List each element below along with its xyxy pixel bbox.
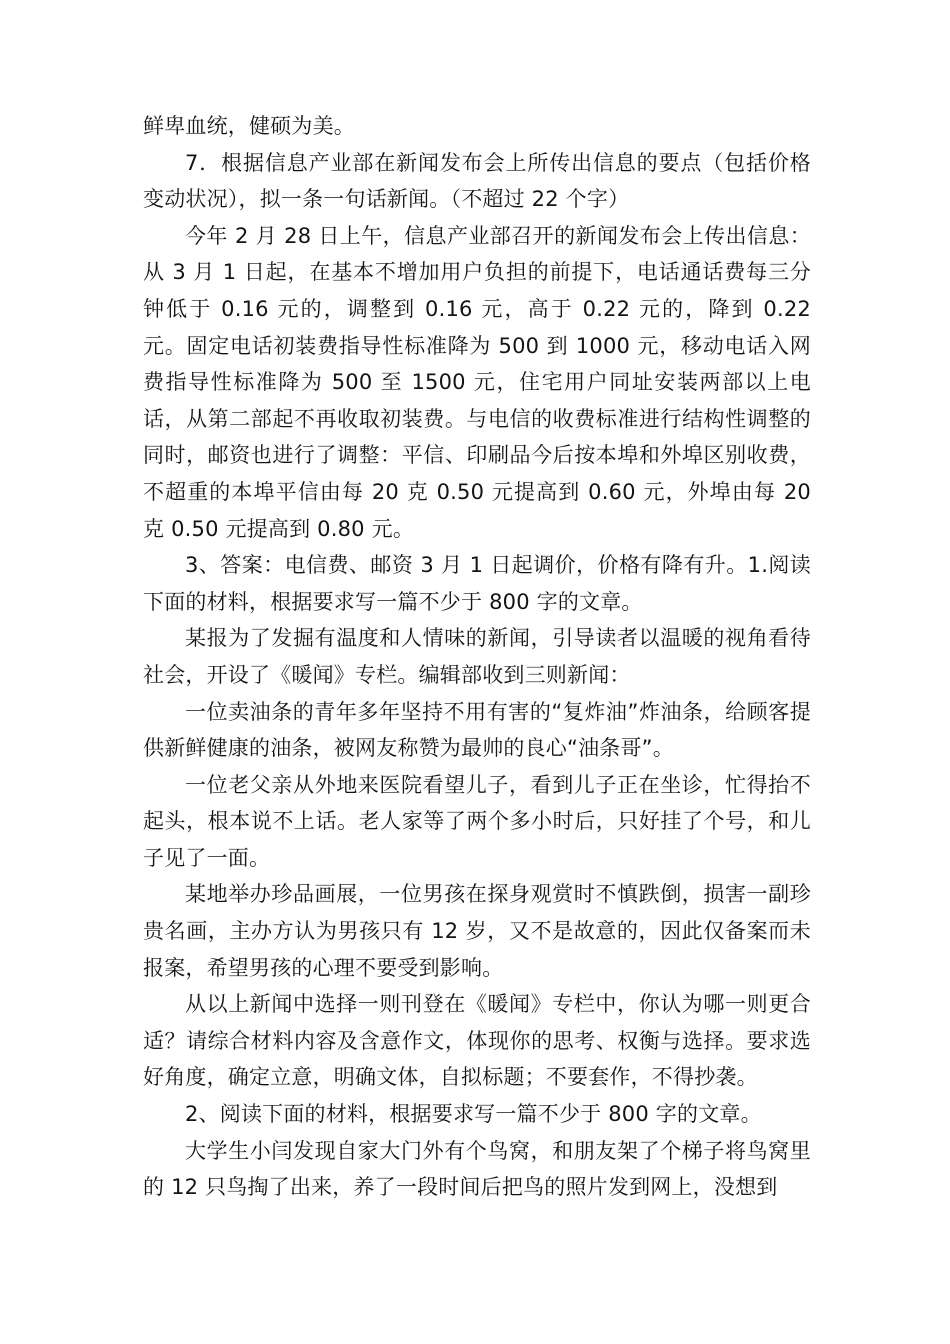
- paragraph-bird-nest-material: 大学生小闫发现自家大门外有个鸟窝，和朋友架了个梯子将鸟窝里的 12 只鸟掏了出来，养了一段时间后把鸟的照片发到网上，没想到: [143, 1138, 811, 1200]
- paragraph-question-7: 7．根据信息产业部在新闻发布会上所传出信息的要点（包括价格变动状况），拟一条一句话新闻。（不超过 22 个字）: [143, 150, 811, 212]
- paragraph-continuation: 鲜卑血统，健硕为美。: [143, 114, 355, 138]
- paragraph-column-intro: 某报为了发掘有温度和人情味的新闻，引导读者以温暖的视角看待社会，开设了《暖闻》专栏。编辑部收到三则新闻：: [143, 626, 811, 687]
- paragraph-essay-prompt: 从以上新闻中选择一则刊登在《暖闻》专栏中，你认为哪一则更合适？请综合材料内容及含意作文，体现你的思考、权衡与选择。要求选好角度，确定立意，明确文体，自拟标题；不要套作，不得抄袭。: [143, 992, 811, 1090]
- document-body: [143, 108, 811, 1206]
- paragraph-news-1: 一位卖油条的青年多年坚持不用有害的“复炸油”炸油条，给顾客提供新鲜健康的油条，被网友称赞为最帅的良心“油条哥”。: [143, 699, 811, 761]
- paragraph-news-3: 某地举办珍品画展，一位男孩在探身观赏时不慎跌倒，损害一副珍贵名画，主办方认为男孩只有 12 岁，又不是故意的，因此仅备案而未报案，希望男孩的心理不要受到影响。: [143, 882, 811, 980]
- paragraph-news-2: 一位老父亲从外地来医院看望儿子，看到儿子正在坐诊，忙得抬不起头，根本说不上话。老人家等了两个多小时后，只好挂了个号，和儿子见了一面。: [143, 772, 811, 870]
- paragraph-news-material: 今年 2 月 28 日上午，信息产业部召开的新闻发布会上传出信息：从 3 月 1 日起，在基本不增加用户负担的前提下，电话通话费每三分钟低于 0.16 元的，调整到 0.16 元，高于 0.22 元的，降到 0.22 元。固定电话初装费指导性标准降为 500 到 1000 元，移动电话入网费指导性标准降为 500 至 1500 元，住宅用户同址安装两部以上电话，从第二部起不再收取初装费。与电信的收费标准进行结构性调整的同时，邮资也进行了调整：平信、印刷品今后按本埠和外埠区别收费，不超重的本埠平信由每 20 克 0.50 元提高到 0.60 元，外埠由每 20 克 0.50 元提高到 0.80 元。: [143, 223, 811, 541]
- paragraph-question-2: 2、阅读下面的材料，根据要求写一篇不少于 800 字的文章。: [185, 1102, 762, 1127]
- paragraph-answer-3: 3、答案：电信费、邮资 3 月 1 日起调价，价格有降有升。1.阅读下面的材料，根据要求写一篇不少于 800 字的文章。: [143, 553, 811, 614]
